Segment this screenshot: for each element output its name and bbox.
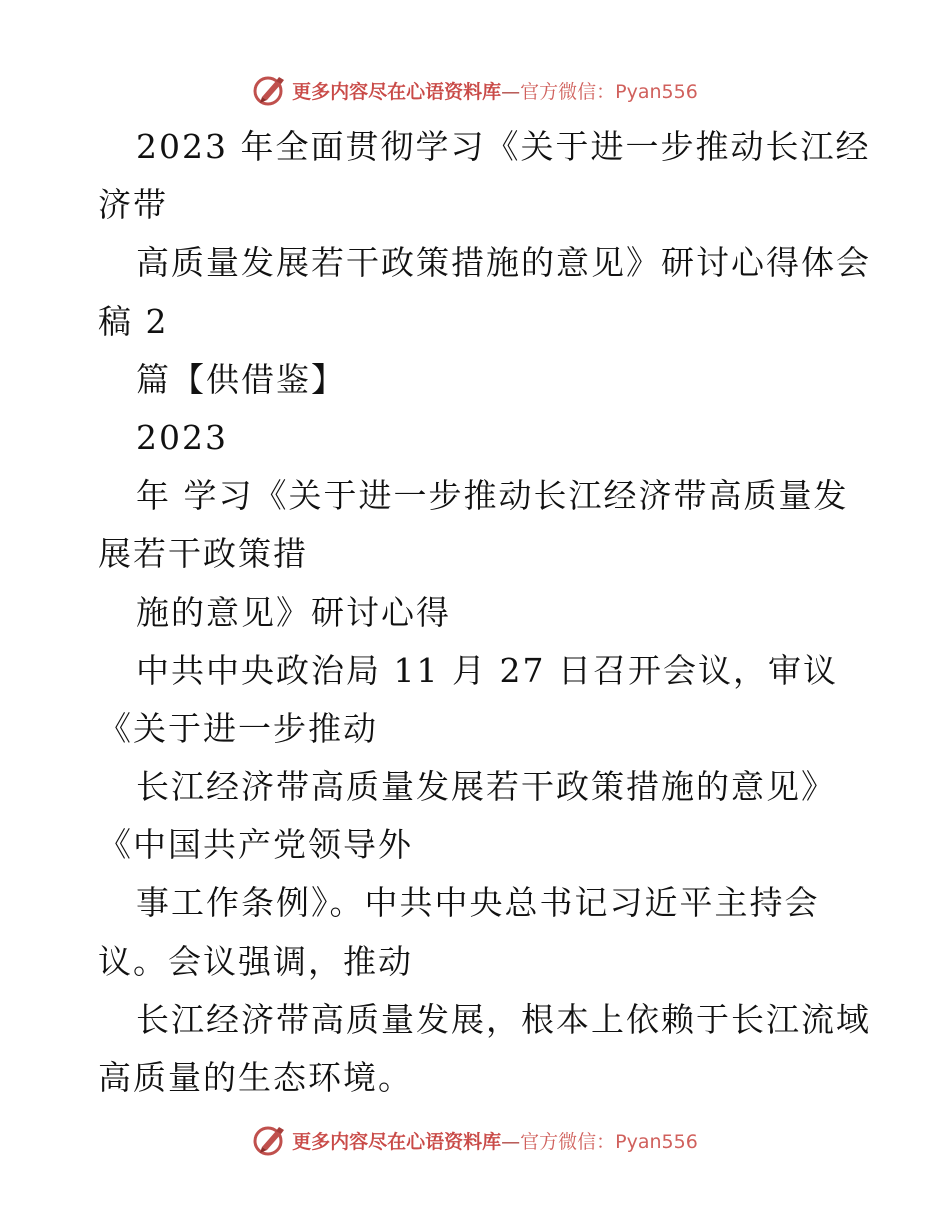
text-line: 2023 年全面贯彻学习《关于进一步推动长江经 [136, 127, 871, 166]
watermark-separator: — [501, 80, 521, 103]
text-line: 稿 2 [98, 301, 169, 341]
watermark-sub: 官方微信：Pyan556 [520, 80, 698, 103]
text-line: 济带 [98, 185, 168, 225]
pen-circle-logo-icon [252, 73, 288, 107]
watermark-main: 更多内容尽在心语资料库 [292, 1130, 502, 1153]
watermark-text [292, 1127, 698, 1154]
watermark-main: 更多内容尽在心语资料库 [292, 80, 502, 103]
watermark-sub: 官方微信：Pyan556 [520, 1130, 698, 1153]
text-line: 展若干政策措 [98, 534, 308, 574]
text-line: 议。会议强调，推动 [98, 941, 413, 981]
text-line: 篇【供借鉴】 [136, 359, 346, 399]
text-line: 中共中央政治局 11 月 27 日召开会议，审议 [136, 650, 838, 690]
watermark-text [292, 77, 698, 104]
text-line: 高质量发展若干政策措施的意见》研讨心得体会 [136, 243, 871, 283]
text-line: 施的意见》研讨心得 [136, 592, 451, 632]
document-body [98, 118, 871, 1107]
text-line: 2023 [136, 417, 228, 457]
header-watermark [0, 70, 950, 110]
footer-watermark [0, 1120, 950, 1160]
text-line: 事工作条例》。中共中央总书记习近平主持会 [136, 883, 820, 923]
watermark-separator: — [501, 1130, 521, 1153]
text-line: 年 学习《关于进一步推动长江经济带高质量发 [136, 476, 849, 516]
text-line: 《中国共产党领导外 [98, 825, 413, 865]
text-line: 长江经济带高质量发展，根本上依赖于长江流域 [136, 999, 871, 1039]
pen-circle-logo-icon [252, 1123, 288, 1157]
text-line: 《关于进一步推动 [98, 708, 378, 748]
text-line: 高质量的生态环境。 [98, 1058, 413, 1097]
text-line: 长江经济带高质量发展若干政策措施的意见》 [136, 767, 836, 807]
